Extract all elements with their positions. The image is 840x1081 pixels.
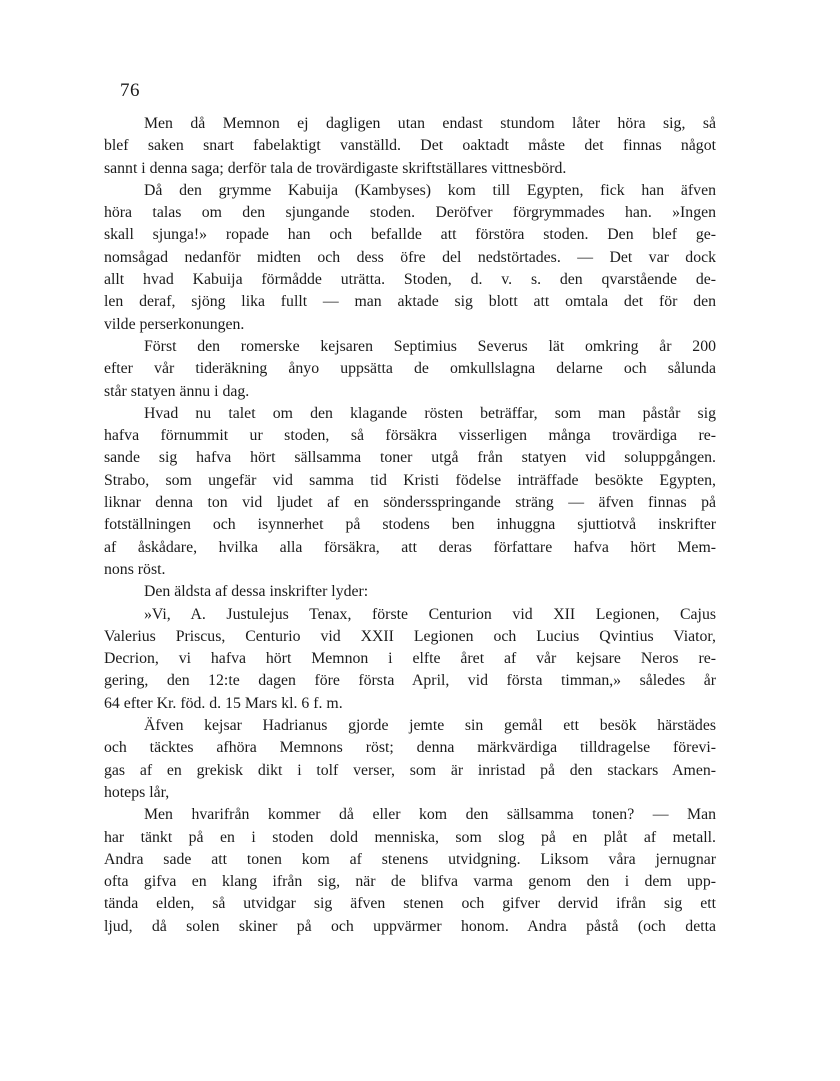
text-line: »Vi, A. Justulejus Tenax, förste Centurion vid XII Legionen, Cajus — [144, 605, 716, 623]
text-line: tända elden, så utvidgar sig äfven stenen och gifver dervid ifrån sig ett — [104, 895, 716, 913]
text-line: Men då Memnon ej dagligen utan endast stundom låter höra sig, så — [144, 115, 716, 132]
text-line: fotställningen och isynnerhet på stodens ben inhuggna sjuttiotvå inskrifter — [104, 516, 716, 534]
text-line: ofta gifva en klang ifrån sig, när de blifva varma genom den i dem upp- — [104, 873, 716, 891]
text-line: af åskådare, hvilka alla försäkra, att deras författare hafva hört Mem- — [104, 538, 716, 556]
text-line: gering, den 12:te dagen före första April, vid första timman,» således år — [104, 672, 716, 690]
text-line: 64 efter Kr. föd. d. 15 Mars kl. 6 f. m. — [104, 694, 343, 712]
text-line: vilde perserkonungen. — [104, 315, 245, 333]
page-body-text — [104, 113, 716, 938]
text-line: len deraf, sjöng lika fullt — man aktade sig blott att omtala det för den — [104, 293, 716, 311]
text-line: blef saken snart fabelaktigt vanställd. Det oaktadt måste det finnas något — [104, 137, 716, 155]
text-line: Den äldsta af dessa inskrifter lyder: — [144, 583, 369, 601]
text-line: nons röst. — [104, 560, 166, 578]
page-number: 76 — [120, 80, 140, 101]
text-line: har tänkt på en i stoden dold menniska, som slog på en plåt af metall. — [104, 828, 716, 846]
text-line: Först den romerske kejsaren Septimius Severus lät omkring år 200 — [144, 337, 716, 355]
text-line: Hvad nu talet om den klagande rösten beträffar, som man påstår sig — [144, 404, 716, 422]
text-line: och täcktes afhöra Memnons röst; denna märkvärdiga tilldragelse förevi- — [104, 739, 716, 757]
text-line: liknar denna ton vid ljudet af en söndersspringande sträng — äfven finnas på — [104, 494, 716, 512]
text-line: sannt i denna saga; derför tala de trovärdigaste skriftställares vittnesbörd. — [104, 159, 567, 177]
text-line: hafva förnummit ur stoden, så försäkra visserligen många trovärdiga re- — [104, 427, 716, 445]
text-line: sande sig hafva hört sällsamma toner utgå från statyen vid soluppgången. — [104, 449, 716, 467]
text-line: Då den grymme Kabuija (Kambyses) kom till Egypten, fick han äfven — [144, 181, 716, 199]
text-line: Men hvarifrån kommer då eller kom den sällsamma tonen? — Man — [144, 806, 716, 824]
text-line: gas af en grekisk dikt i tolf verser, som är inristad på den stackars Amen- — [104, 761, 716, 779]
text-line: ljud, då solen skiner på och uppvärmer honom. Andra påstå (och detta — [104, 917, 716, 935]
text-line: Äfven kejsar Hadrianus gjorde jemte sin gemål ett besök härstädes — [144, 717, 716, 735]
text-line: Andra sade att tonen kom af stenens utvidgning. Liksom våra jernugnar — [104, 850, 716, 868]
text-line: allt hvad Kabuija förmådde uträtta. Stoden, d. v. s. den qvarstående de- — [104, 271, 716, 289]
text-line: nomsågad nedanför midten och dess öfre del nedstörtades. — Det var dock — [104, 248, 716, 266]
text-line: hoteps lår, — [104, 783, 170, 801]
text-line: Strabo, som ungefär vid samma tid Kristi födelse inträffade besökte Egypten, — [104, 471, 716, 489]
text-line: Decrion, vi hafva hört Memnon i elfte året af vår kejsare Neros re- — [104, 650, 716, 668]
text-line: efter vår tideräkning ånyo uppsätta de omkullslagna delarne och sålunda — [104, 360, 716, 378]
text-line: skall sjunga!» ropade han och befallde att förstöra stoden. Den blef ge- — [104, 226, 716, 244]
text-line: Valerius Priscus, Centurio vid XXII Legionen och Lucius Qvintius Viator, — [104, 627, 716, 645]
text-line: står statyen ännu i dag. — [104, 382, 250, 400]
text-line: höra talas om den sjungande stoden. Deröfver förgrymmades han. »Ingen — [104, 204, 716, 222]
